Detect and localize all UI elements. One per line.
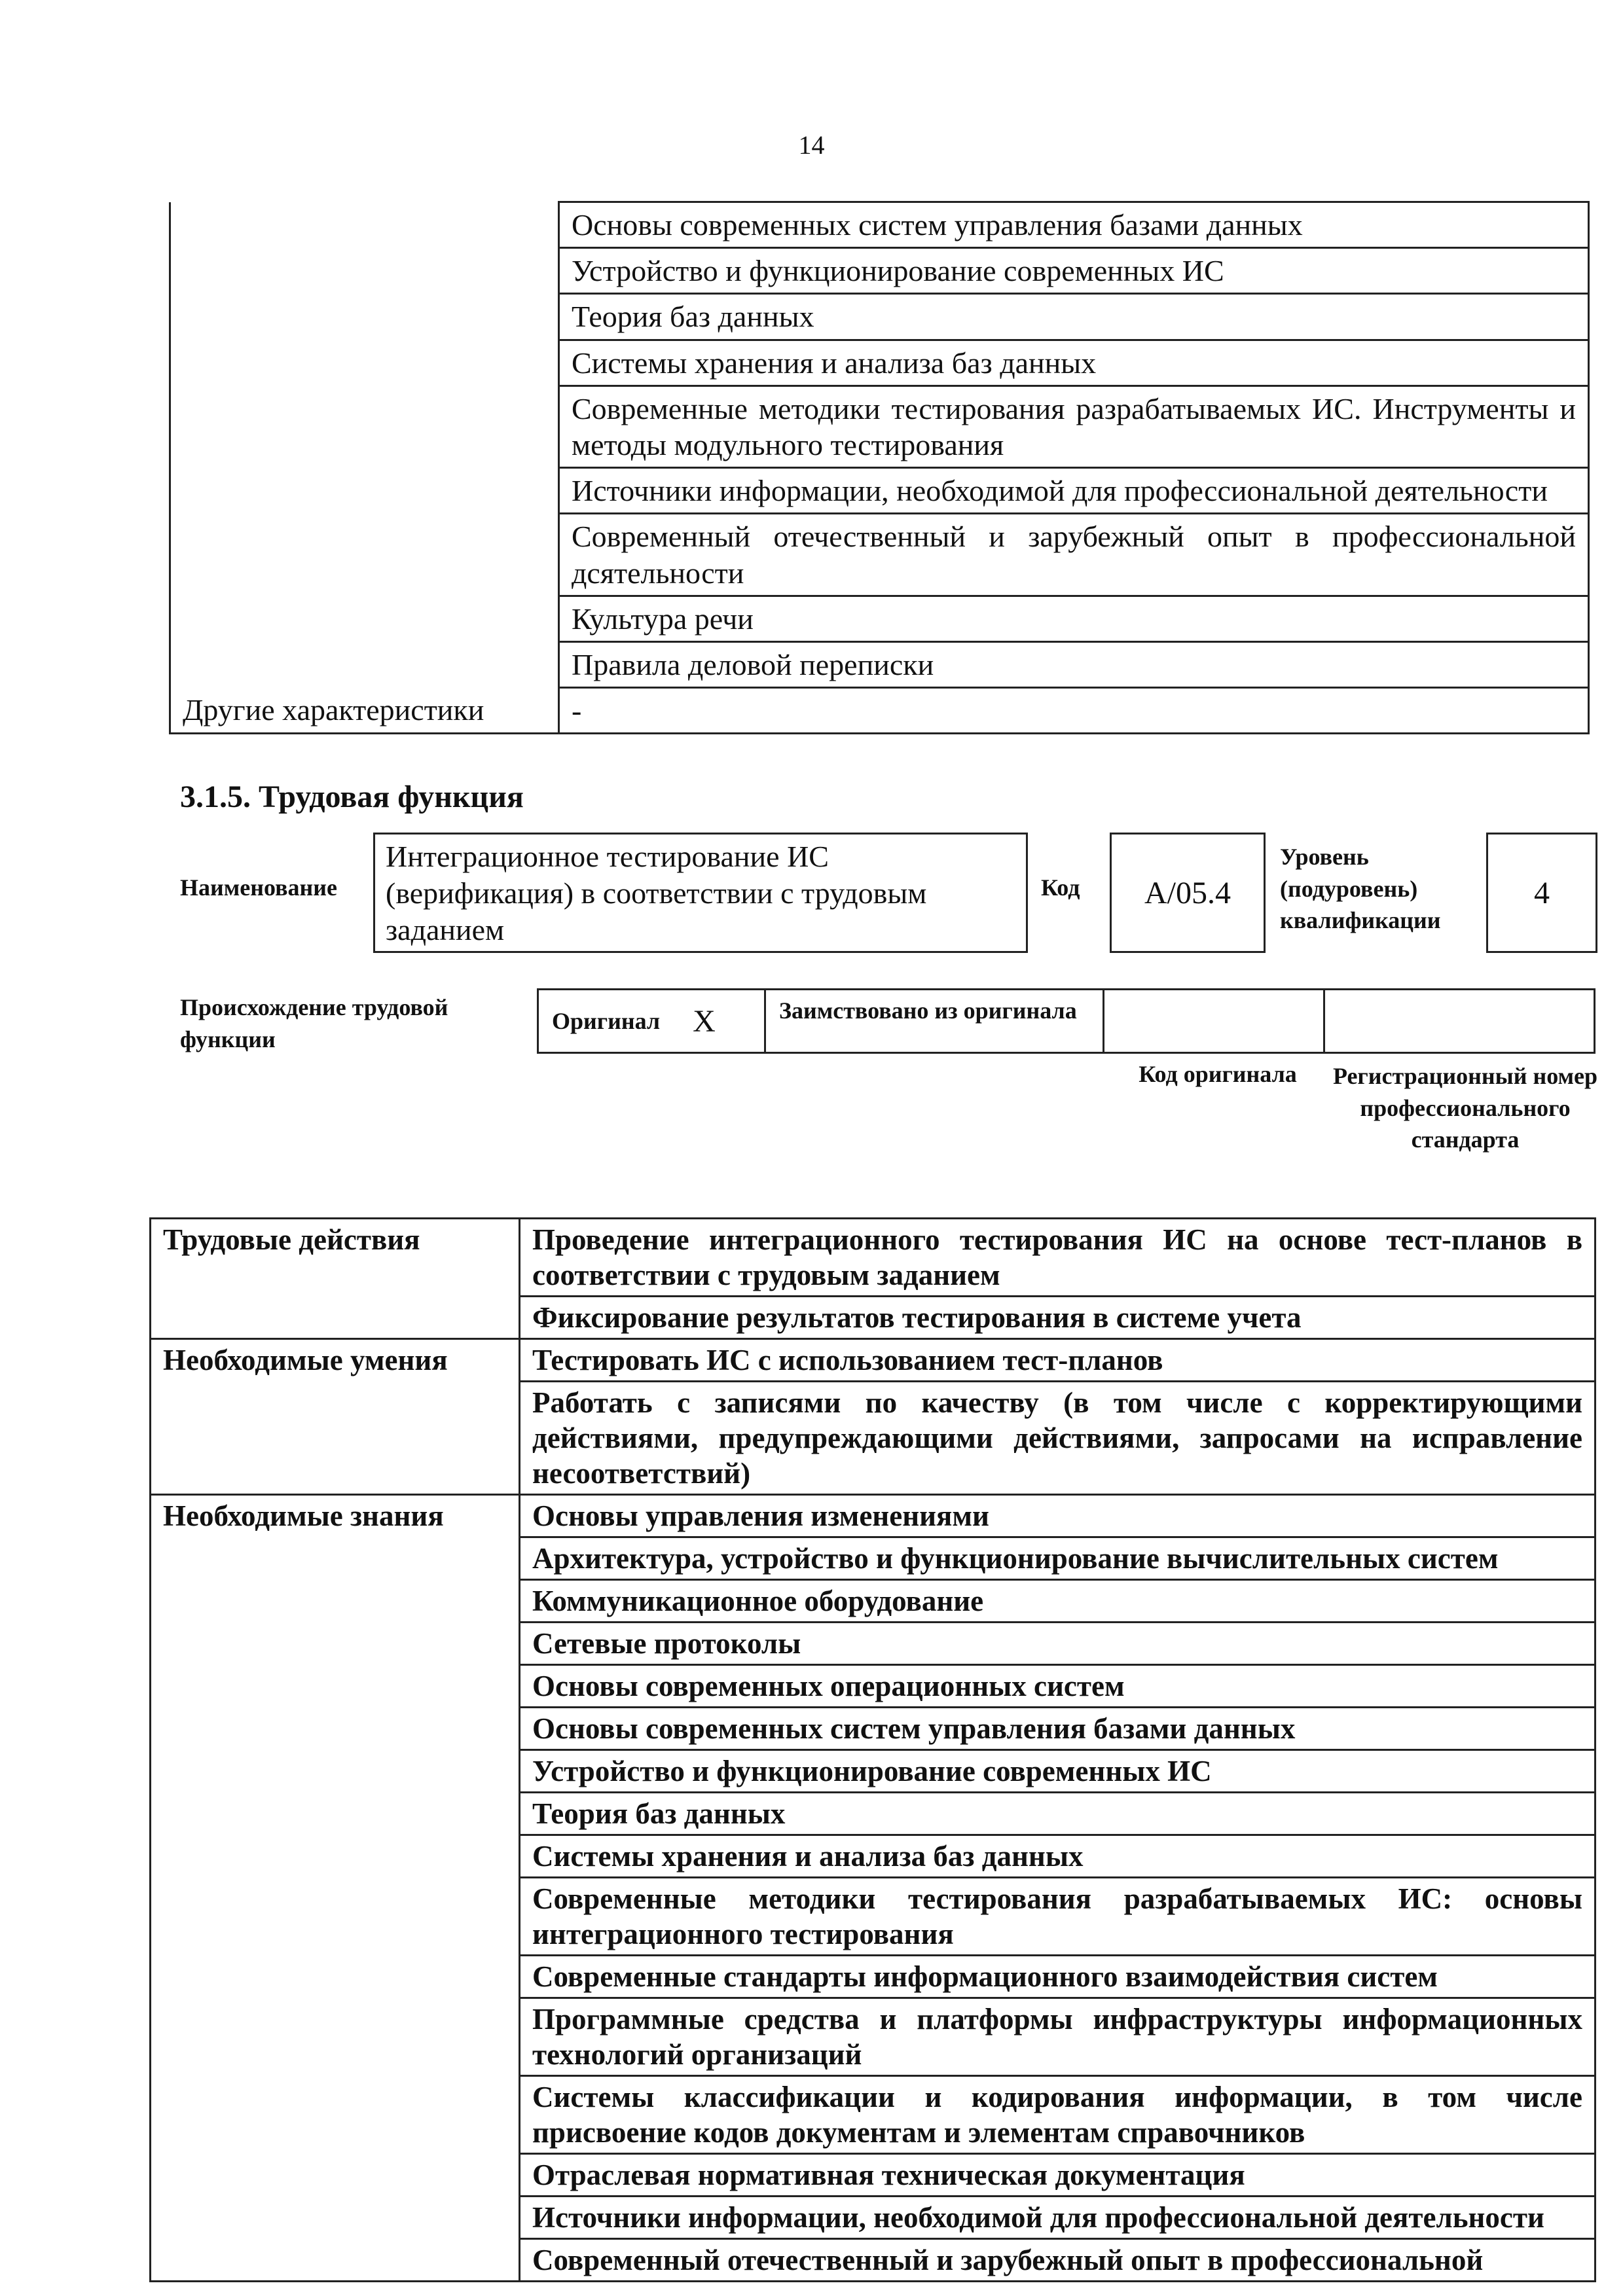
- other-characteristics-label: Другие характеристики: [170, 688, 559, 734]
- code-original-label: Код оригинала: [1139, 1061, 1297, 1087]
- knowledge-item: Коммуникационное оборудование: [520, 1580, 1596, 1623]
- knowledge-item: Системы классификации и кодирования информации, в том числе присвоение кодов документам и элементам справочников: [520, 2076, 1596, 2154]
- label-cell-empty: [170, 202, 559, 248]
- knowledge-table-continued: [169, 201, 1590, 734]
- knowledge-item: Современный отечественный и зарубежный опыт в профессиональной: [520, 2239, 1596, 2282]
- qualification-level: 4: [1486, 833, 1597, 953]
- knowledge-item: Правила деловой переписки: [559, 641, 1589, 687]
- label-cell-empty: [170, 248, 559, 294]
- code-original-cell: [1103, 988, 1325, 1054]
- other-characteristics-value: -: [559, 688, 1589, 734]
- skills-label: Необходимые умения: [151, 1339, 520, 1495]
- label-cell-empty: [170, 468, 559, 514]
- action-item: Фиксирование результатов тестирования в системе учета: [520, 1297, 1596, 1339]
- knowledge-item: Современный отечественный и зарубежный опыт в профессиональной дсятельности: [559, 514, 1589, 596]
- page-number: 14: [798, 130, 825, 160]
- knowledge-item: Современные методики тестирования разрабатываемых ИС. Инструменты и методы модульного тестирования: [559, 386, 1589, 467]
- label-cell-empty: [170, 514, 559, 596]
- origin-label: Происхождение трудовой функции: [180, 994, 448, 1052]
- knowledge-item: Сетевые протоколы: [520, 1623, 1596, 1665]
- skill-item: Работать с записями по качеству (в том числе с корректирующими действиями, предупреждающими действиями, запросами на исправление несоответствий): [520, 1382, 1596, 1495]
- knowledge-item: Устройство и функционирование современных ИС: [559, 248, 1589, 294]
- section-title: 3.1.5. Трудовая функция: [180, 780, 524, 814]
- knowledge-item: Программные средства и платформы инфраструктуры информационных технологий организаций: [520, 1998, 1596, 2076]
- label-cell-empty: [170, 641, 559, 687]
- knowledge-item: Устройство и функционирование современных ИС: [520, 1750, 1596, 1793]
- knowledge-item: Архитектура, устройство и функционирование вычислительных систем: [520, 1537, 1596, 1580]
- knowledge-item: Основы управления изменениями: [520, 1495, 1596, 1537]
- labor-function-table: [149, 1217, 1596, 2282]
- skill-item: Тестировать ИС с использованием тест-планов: [520, 1339, 1596, 1382]
- name-label: Наименование: [180, 874, 337, 901]
- knowledge-item: Отраслевая нормативная техническая документация: [520, 2154, 1596, 2197]
- knowledge-item: Теория баз данных: [559, 294, 1589, 340]
- reg-number-label: Регистрационный номер профессионального стандарта: [1332, 1063, 1598, 1153]
- knowledge-item: Системы хранения и анализа баз данных: [520, 1835, 1596, 1878]
- label-cell-empty: [170, 386, 559, 467]
- action-item: Проведение интеграционного тестирования ИС на основе тест-планов в соответствии с трудовым заданием: [520, 1219, 1596, 1297]
- borrowed-cell: Заимствовано из оригинала: [764, 988, 1104, 1054]
- label-cell-empty: [170, 596, 559, 641]
- knowledge-item: Основы современных систем управления базами данных: [520, 1708, 1596, 1750]
- knowledge-item: Теория баз данных: [520, 1793, 1596, 1835]
- code-label: Код: [1041, 874, 1080, 901]
- label-cell-empty: [170, 340, 559, 386]
- original-cell: [537, 988, 766, 1054]
- function-code: A/05.4: [1110, 833, 1266, 953]
- knowledge-item: Современные стандарты информационного взаимодействия систем: [520, 1956, 1596, 1998]
- knowledge-item: Системы хранения и анализа баз данных: [559, 340, 1589, 386]
- original-mark: X: [693, 1003, 716, 1039]
- actions-label: Трудовые действия: [151, 1219, 520, 1339]
- knowledge-item: Источники информации, необходимой для профессиональной деятельности: [559, 468, 1589, 514]
- knowledge-item: Современные методики тестирования разрабатываемых ИС: основы интеграционного тестирования: [520, 1878, 1596, 1956]
- knowledge-item: Основы современных систем управления базами данных: [559, 202, 1589, 248]
- original-label: Оригинал: [552, 1008, 661, 1034]
- knowledge-item: Основы современных операционных систем: [520, 1665, 1596, 1708]
- origin-row: [537, 988, 1597, 1054]
- reg-number-cell: [1323, 988, 1596, 1054]
- knowledge-label: Необходимые знания: [151, 1495, 520, 2282]
- knowledge-item: Источники информации, необходимой для профессиональной деятельности: [520, 2197, 1596, 2239]
- label-cell-empty: [170, 294, 559, 340]
- function-name: Интеграционное тестирование ИС (верификация) в соответствии с трудовым заданием: [373, 833, 1028, 953]
- level-label: Уровень (подуровень) квалификации: [1280, 844, 1441, 934]
- knowledge-item: Культура речи: [559, 596, 1589, 641]
